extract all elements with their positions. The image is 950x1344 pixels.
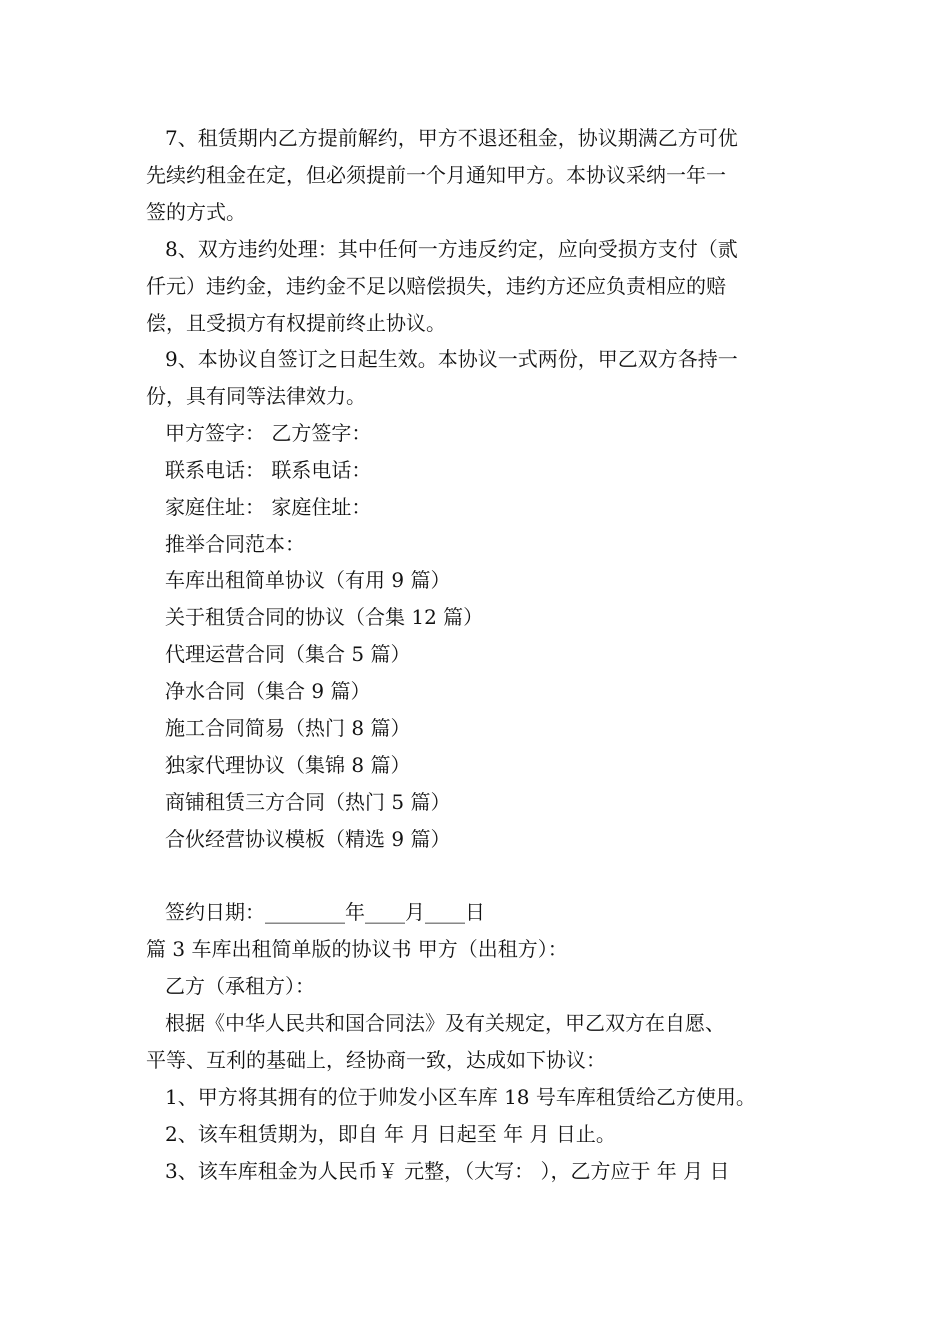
- recommended-item: 净水合同（集合 9 篇）: [165, 679, 371, 703]
- recommended-item: 合伙经营协议模板（精选 9 篇）: [165, 827, 451, 851]
- text-line: 先续约租金在定，但必须提前一个月通知甲方。本协议采纳一年一: [146, 163, 726, 187]
- text-line: 平等、互利的基础上，经协商一致，达成如下协议：: [146, 1048, 606, 1072]
- text-line: 乙方（承租方）：: [165, 974, 315, 998]
- text-line: 根据《中华人民共和国合同法》及有关规定，甲乙双方在自愿、: [165, 1011, 725, 1035]
- text-line: 偿，且受损方有权提前终止协议。: [146, 311, 446, 335]
- recommended-item: 施工合同简易（热门 8 篇）: [165, 716, 411, 740]
- section-heading: 篇 3 车库出租简单版的协议书 甲方（出租方）：: [146, 937, 568, 961]
- text-line: 仟元）违约金，违约金不足以赔偿损失，违约方还应负责相应的赔: [146, 274, 726, 298]
- text-line: 1、甲方将其拥有的位于帅发小区车库 18 号车库租赁给乙方使用。: [165, 1085, 756, 1109]
- recommended-heading: 推举合同范本：: [165, 532, 305, 556]
- text-line: 8、双方违约处理：其中任何一方违反约定，应向受损方支付（贰: [165, 237, 738, 261]
- text-line: 2、该车租赁期为，即自 年 月 日起至 年 月 日止。: [165, 1122, 616, 1146]
- address-line: 家庭住址： 家庭住址：: [165, 495, 372, 519]
- recommended-item: 代理运营合同（集合 5 篇）: [165, 642, 411, 666]
- recommended-item: 车库出租简单协议（有用 9 篇）: [165, 568, 451, 592]
- text-line: 份，具有同等法律效力。: [146, 384, 366, 408]
- signature-line: 甲方签字： 乙方签字：: [165, 421, 372, 445]
- text-line: 签的方式。: [146, 200, 246, 224]
- text-line: 9、本协议自签订之日起生效。本协议一式两份，甲乙双方各持一: [165, 347, 738, 371]
- recommended-item: 关于租赁合同的协议（合集 12 篇）: [165, 605, 484, 629]
- text-line: 7、租赁期内乙方提前解约，甲方不退还租金，协议期满乙方可优: [165, 126, 738, 150]
- recommended-item: 商铺租赁三方合同（热门 5 篇）: [165, 790, 451, 814]
- signing-date-line: 签约日期：________年____月____日: [165, 900, 485, 924]
- recommended-item: 独家代理协议（集锦 8 篇）: [165, 753, 411, 777]
- phone-line: 联系电话： 联系电话：: [165, 458, 372, 482]
- text-line: 3、该车库租金为人民币￥ 元整，（大写： ），乙方应于 年 月 日: [165, 1159, 730, 1183]
